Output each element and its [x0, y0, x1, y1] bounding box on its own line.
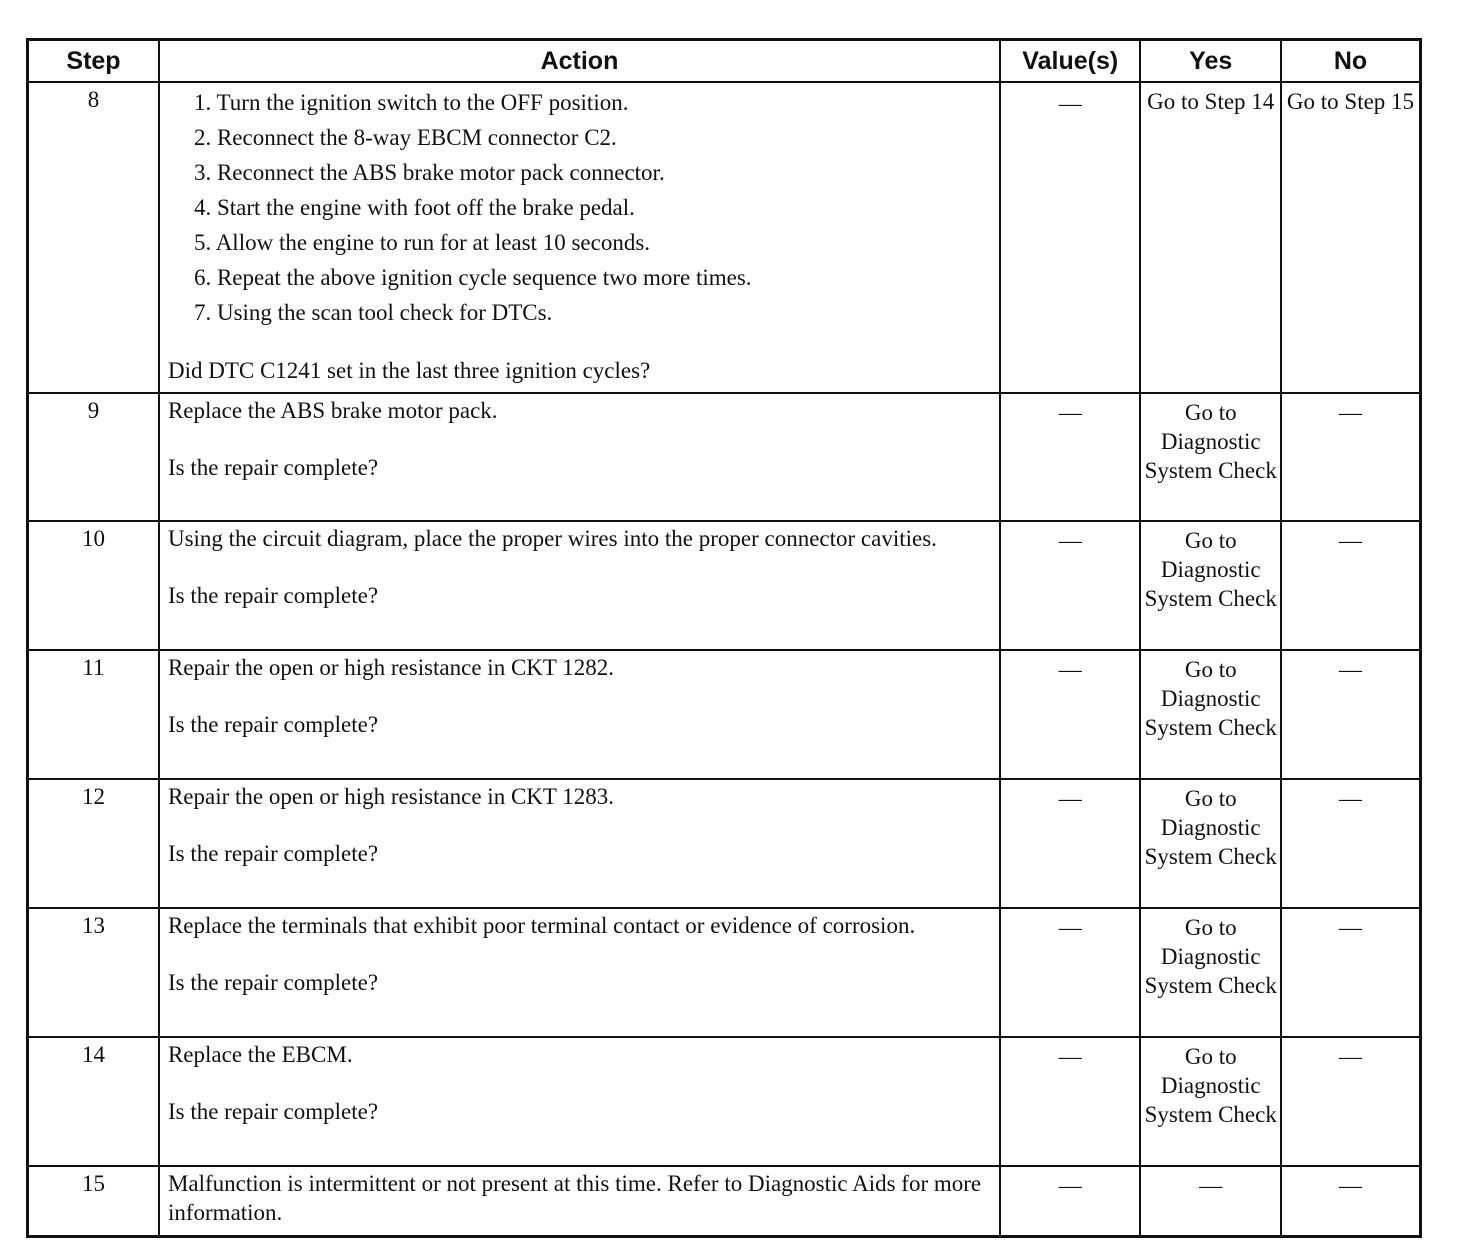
step-number: 10 [28, 521, 159, 650]
value-cell: — [1000, 393, 1141, 521]
header-values: Value(s) [1000, 40, 1141, 83]
action-cell [159, 650, 1000, 779]
list-item: 4. Start the engine with foot off the brake pedal. [193, 195, 635, 220]
step-number: 13 [28, 908, 159, 1037]
list-item: 3. Reconnect the ABS brake motor pack connector. [193, 160, 665, 185]
yes-cell: Go to Diagnostic System Check [1140, 908, 1281, 1037]
value-cell [1000, 82, 1141, 393]
table-row [28, 82, 1421, 393]
value-cell: — [1000, 908, 1141, 1037]
list-item: 1. Turn the ignition switch to the OFF position. [193, 90, 629, 115]
table-row [28, 521, 1421, 650]
yes-cell: Go to Diagnostic System Check [1140, 650, 1281, 779]
action-cell [159, 908, 1000, 1037]
header-yes: Yes [1140, 40, 1281, 83]
action-description: Replace the ABS brake motor pack. [167, 398, 498, 423]
action-cell [159, 393, 1000, 521]
list-item: 5. Allow the engine to run for at least 10 seconds. [193, 230, 651, 255]
action-cell [159, 779, 1000, 908]
action-description: Using the circuit diagram, place the proper wires into the proper connector cavities. [167, 526, 937, 551]
question-text: Is the repair complete? [167, 1099, 379, 1124]
list-item: 2. Reconnect the 8-way EBCM connector C2. [193, 125, 617, 150]
header-step: Step [28, 40, 159, 83]
no-cell: — [1281, 908, 1421, 1037]
value-cell: — [1000, 1037, 1141, 1166]
header-no: No [1281, 40, 1421, 83]
no-cell: — [1281, 650, 1421, 779]
step-number: 8 [28, 82, 159, 393]
diagnostic-table [26, 38, 1422, 1238]
table-row [28, 1037, 1421, 1166]
action-description: Malfunction is intermittent or not present at this time. Refer to Diagnostic Aids for more information. [167, 1171, 982, 1225]
yes-cell: — [1140, 1166, 1281, 1236]
value-cell: — [1000, 650, 1141, 779]
value-cell: — [1000, 521, 1141, 650]
table-row [28, 393, 1421, 521]
no-cell: — [1281, 1166, 1421, 1236]
step-number: 11 [28, 650, 159, 779]
value-cell: — [1000, 779, 1141, 908]
yes-cell: Go to Diagnostic System Check [1140, 393, 1281, 521]
table-row [28, 650, 1421, 779]
step-number: 12 [28, 779, 159, 908]
yes-cell: Go to Diagnostic System Check [1140, 1037, 1281, 1166]
value-text: — [1058, 91, 1082, 116]
list-item: 6. Repeat the above ignition cycle sequence two more times. [193, 265, 752, 290]
question-text: Is the repair complete? [167, 841, 379, 866]
step-number: 9 [28, 393, 159, 521]
question-text: Is the repair complete? [167, 970, 379, 995]
no-cell: — [1281, 393, 1421, 521]
yes-cell: Go to Step 14 [1140, 82, 1281, 393]
table-row [28, 779, 1421, 908]
action-description: Repair the open or high resistance in CKT 1283. [167, 784, 615, 809]
question-text: Is the repair complete? [167, 712, 379, 737]
procedure-list [168, 85, 991, 330]
table-row [28, 908, 1421, 1037]
question-text: Is the repair complete? [167, 583, 379, 608]
header-action: Action [159, 40, 1000, 83]
no-cell: — [1281, 779, 1421, 908]
step-number: 14 [28, 1037, 159, 1166]
header-row [28, 40, 1421, 83]
action-description: Replace the terminals that exhibit poor terminal contact or evidence of corrosion. [167, 913, 916, 938]
question-text: Is the repair complete? [167, 455, 379, 480]
value-cell: — [1000, 1166, 1141, 1236]
action-cell [159, 1037, 1000, 1166]
no-cell: — [1281, 521, 1421, 650]
question-text: Did DTC C1241 set in the last three ignition cycles? [167, 358, 651, 383]
yes-cell: Go to Diagnostic System Check [1140, 521, 1281, 650]
action-cell [159, 1166, 1000, 1236]
table-row [28, 1166, 1421, 1236]
no-cell: Go to Step 15 [1281, 82, 1421, 393]
no-cell: — [1281, 1037, 1421, 1166]
action-cell [159, 521, 1000, 650]
list-item: 7. Using the scan tool check for DTCs. [193, 300, 553, 325]
action-description: Replace the EBCM. [167, 1042, 353, 1067]
step-number: 15 [28, 1166, 159, 1236]
action-cell [159, 82, 1000, 393]
action-description: Repair the open or high resistance in CKT 1282. [167, 655, 615, 680]
yes-cell: Go to Diagnostic System Check [1140, 779, 1281, 908]
